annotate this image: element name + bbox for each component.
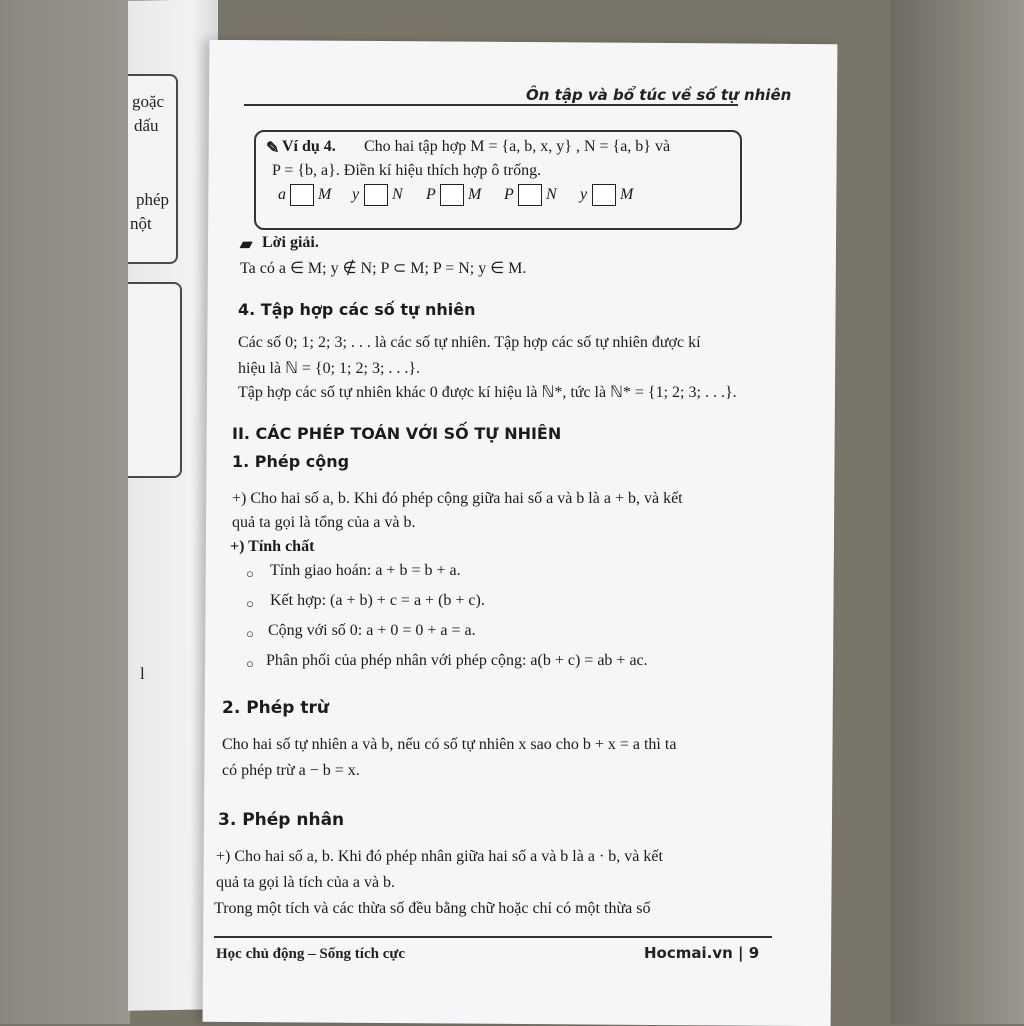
- bullet-icon: ○: [246, 626, 254, 641]
- left-page-fragment: l: [140, 664, 145, 683]
- footer-rule: [214, 936, 772, 938]
- folder-icon: ▰: [240, 236, 253, 253]
- property-item: Phân phối của phép nhân với phép cộng: a(b + c) = ab + ac.: [266, 652, 648, 669]
- header-rule: [244, 104, 738, 106]
- section-4-line-3: Tập hợp các số tự nhiên khác 0 được kí hiệu là ℕ*, tức là ℕ* = {1; 2; 3; . . .}.: [238, 384, 737, 401]
- desk-background-left: [0, 0, 130, 1024]
- addition-title: 1. Phép cộng: [232, 452, 350, 471]
- addition-line-1: +) Cho hai số a, b. Khi đó phép cộng giữa hai số a và b là a + b, và kết: [232, 490, 683, 507]
- footer-slogan: Học chủ động – Sống tích cực: [216, 946, 406, 962]
- solution-text: Ta có a ∈ M; y ∉ N; P ⊂ M; P = N; y ∈ M.: [240, 260, 527, 277]
- item-right: N: [392, 186, 403, 203]
- section-4-title: 4. Tập hợp các số tự nhiên: [238, 300, 476, 319]
- bullet-icon: ○: [246, 566, 254, 581]
- left-page-fragment: nột: [130, 214, 152, 233]
- answer-box[interactable]: [290, 184, 314, 206]
- bullet-icon: ○: [246, 596, 254, 611]
- answer-box[interactable]: [518, 184, 542, 206]
- multiplication-line-2: quả ta gọi là tích của a và b.: [216, 874, 396, 891]
- item-right: M: [620, 186, 634, 203]
- property-item: Tính giao hoán: a + b = b + a.: [270, 562, 461, 579]
- multiplication-title: 3. Phép nhân: [218, 810, 345, 830]
- subtraction-line-2: có phép trừ a − b = x.: [222, 762, 360, 779]
- addition-properties-title: +) Tính chất: [230, 538, 315, 555]
- addition-line-2: quả ta gọi là tổng của a và b.: [232, 514, 416, 531]
- item-left: y: [580, 186, 588, 203]
- bullet-icon: ○: [246, 656, 254, 671]
- subtraction-line-1: Cho hai số tự nhiên a và b, nếu có số tự nhiên x sao cho b + x = a thì ta: [222, 736, 677, 753]
- item-right: M: [318, 186, 332, 203]
- running-header-title: Ôn tập và bổ túc về số tự nhiên: [526, 86, 792, 104]
- item-left: P: [426, 186, 436, 203]
- section-4-line-2: hiệu là ℕ = {0; 1; 2; 3; . . .}.: [238, 360, 421, 377]
- left-page-box-bottom: [128, 282, 182, 478]
- example-line-1: Cho hai tập hợp M = {a, b, x, y} , N = {a, b} và: [364, 138, 671, 155]
- property-item: Kết hợp: (a + b) + c = a + (b + c).: [270, 592, 485, 609]
- answer-box[interactable]: [440, 184, 464, 206]
- item-left: a: [278, 186, 286, 203]
- part-2-title: II. CÁC PHÉP TOÁN VỚI SỐ TỰ NHIÊN: [232, 424, 562, 443]
- property-item: Cộng với số 0: a + 0 = 0 + a = a.: [268, 622, 476, 639]
- item-right: N: [546, 186, 557, 203]
- example-line-2: P = {b, a}. Điền kí hiệu thích hợp ô trống.: [272, 162, 542, 179]
- left-page-fragment: goặc: [132, 92, 165, 111]
- desk-background-right: [890, 0, 1024, 1024]
- section-4-line-1: Các số 0; 1; 2; 3; . . . là các số tự nhiên. Tập hợp các số tự nhiên được kí: [238, 334, 701, 351]
- answer-box[interactable]: [364, 184, 388, 206]
- subtraction-title: 2. Phép trừ: [222, 698, 329, 718]
- item-left: y: [352, 186, 360, 203]
- answer-box[interactable]: [592, 184, 616, 206]
- item-left: P: [504, 186, 514, 203]
- left-page-fragment: phép: [136, 190, 170, 209]
- example-label: Ví dụ 4.: [282, 138, 336, 155]
- solution-label: Lời giải.: [262, 234, 319, 251]
- multiplication-line-3: Trong một tích và các thừa số đều bằng chữ hoặc chỉ có một thừa số: [214, 900, 651, 917]
- left-page-fragment: dấu: [134, 116, 159, 135]
- pencil-icon: ✎: [266, 140, 280, 157]
- item-right: M: [468, 186, 482, 203]
- multiplication-line-1: +) Cho hai số a, b. Khi đó phép nhân giữa hai số a và b là a · b, và kết: [216, 848, 663, 865]
- footer-site-page: Hocmai.vn | 9: [644, 944, 760, 962]
